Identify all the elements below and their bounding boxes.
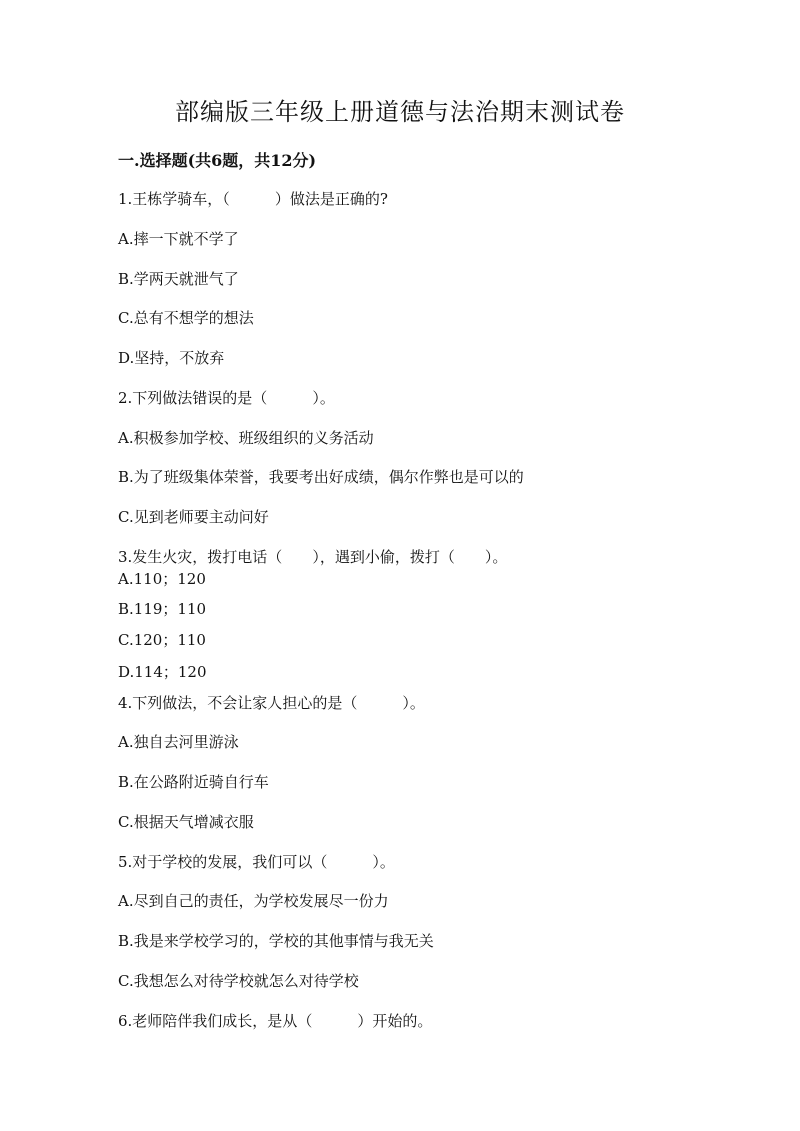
- question-1-option-a: A.摔一下就不学了: [118, 230, 239, 248]
- question-5-option-c: C.我想怎么对待学校就怎么对待学校: [118, 972, 359, 990]
- question-1-option-b: B.学两天就泄气了: [118, 270, 239, 288]
- question-2-stem: 2.下列做法错误的是（ ）。: [118, 389, 335, 407]
- question-5-stem: 5.对于学校的发展，我们可以（ ）。: [118, 853, 395, 871]
- question-1-option-d: D.坚持，不放弃: [118, 349, 225, 367]
- question-6-stem: 6.老师陪伴我们成长，是从（ ）开始的。: [118, 1012, 433, 1030]
- question-2-option-c: C.见到老师要主动问好: [118, 508, 269, 526]
- question-4-option-c: C.根据天气增减衣服: [118, 813, 254, 831]
- question-1-stem: 1.王栋学骑车，（ ）做法是正确的?: [118, 190, 388, 208]
- question-4-stem: 4.下列做法，不会让家人担心的是（ ）。: [118, 694, 425, 712]
- question-1-option-c: C.总有不想学的想法: [118, 309, 254, 327]
- question-3-option-d: D.114；120: [118, 663, 207, 681]
- question-2-option-b: B.为了班级集体荣誉，我要考出好成绩，偶尔作弊也是可以的: [118, 468, 524, 486]
- question-4-option-a: A.独自去河里游泳: [118, 733, 239, 751]
- question-4-option-b: B.在公路附近骑自行车: [118, 773, 269, 791]
- section-heading: 一.选择题(共6题，共12分): [118, 151, 317, 170]
- document-title: 部编版三年级上册道德与法治期末测试卷: [175, 98, 625, 126]
- question-5-option-b: B.我是来学校学习的，学校的其他事情与我无关: [118, 932, 434, 950]
- question-3-option-a: A.110；120: [118, 570, 206, 588]
- question-3-option-c: C.120；110: [118, 631, 206, 649]
- question-5-option-a: A.尽到自己的责任，为学校发展尽一份力: [118, 892, 389, 910]
- question-3-stem: 3.发生火灾，拨打电话（ ），遇到小偷，拨打（ ）。: [118, 548, 508, 566]
- question-2-option-a: A.积极参加学校、班级组织的义务活动: [118, 429, 374, 447]
- question-3-option-b: B.119；110: [118, 600, 207, 618]
